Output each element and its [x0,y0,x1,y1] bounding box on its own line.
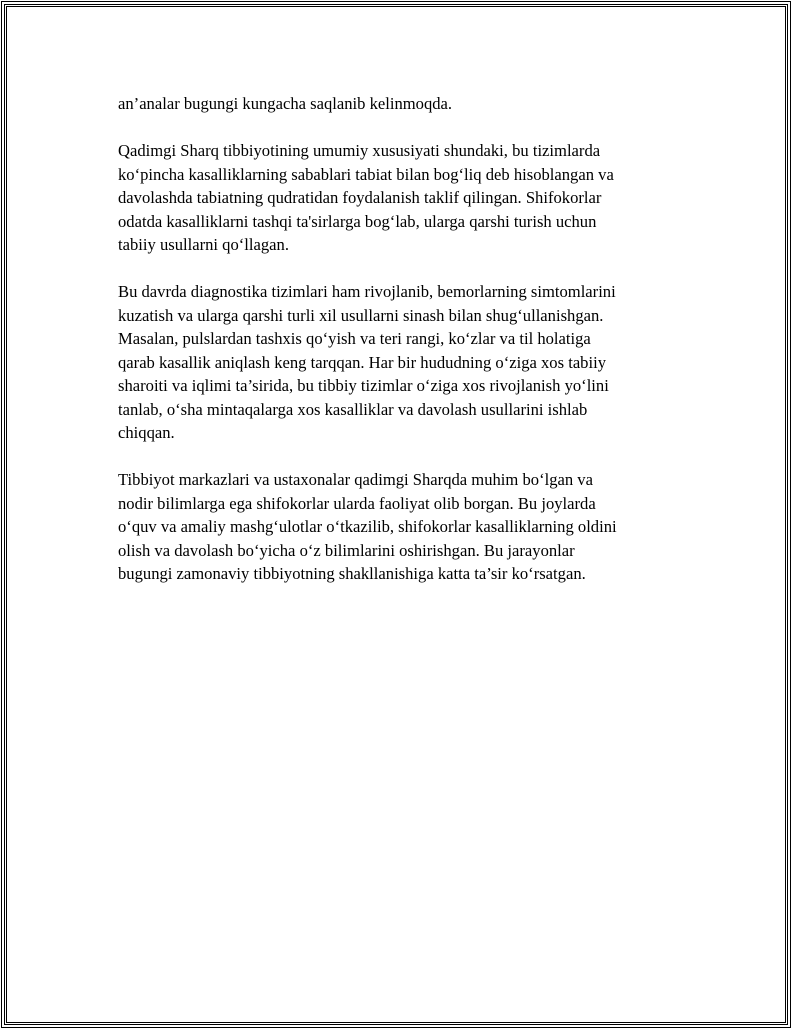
paragraph-3: Bu davrda diagnostika tizimlari ham rivojlanib, bemorlarning simtomlarini kuzatish va ularga qarshi turli xil usullarni sinash bilan shug‘ullanishgan. Masalan, pulslardan tashxis qo‘yish va teri rangi, ko‘zlar va til holatiga qarab kasallik aniqlash keng tarqqan. Har bir hududning o‘ziga xos tabiiy sharoiti va iqlimi ta’sirida, bu tibbiy tizimlar o‘ziga xos rivojlanish yo‘lini tanlab, o‘sha mintaqalarga xos kasalliklar va davolash usullarini ishlab chiqqan. [118,282,616,442]
paragraph-4: Tibbiyot markazlari va ustaxonalar qadimgi Sharqda muhim bo‘lgan va nodir bilimlarga ega shifokorlar ularda faoliyat olib borgan. Bu joylarda o‘quv va amaliy mashg‘ulotlar o‘tkazilib, shifokorlar kasalliklarning oldini olish va davolash bo‘yicha o‘z bilimlarini oshirishgan. Bu jarayonlar bugungi zamonaviy tibbiyotning shakllanishiga katta ta’sir ko‘rsatgan. [118,470,617,583]
document-body [118,92,678,609]
paragraph-2: Qadimgi Sharq tibbiyotining umumiy xususiyati shundaki, bu tizimlarda ko‘pincha kasalliklarning sabablari tabiat bilan bog‘liq deb hisoblangan va davolashda tabiatning qudratidan foydalanish taklif qilingan. Shifokorlar odatda kasalliklarni tashqi ta'sirlarga bog‘lab, ularga qarshi turish uchun tabiiy usullarni qo‘llagan. [118,141,614,254]
paragraph-1: an’analar bugungi kungacha saqlanib kelinmoqda. [118,94,453,113]
